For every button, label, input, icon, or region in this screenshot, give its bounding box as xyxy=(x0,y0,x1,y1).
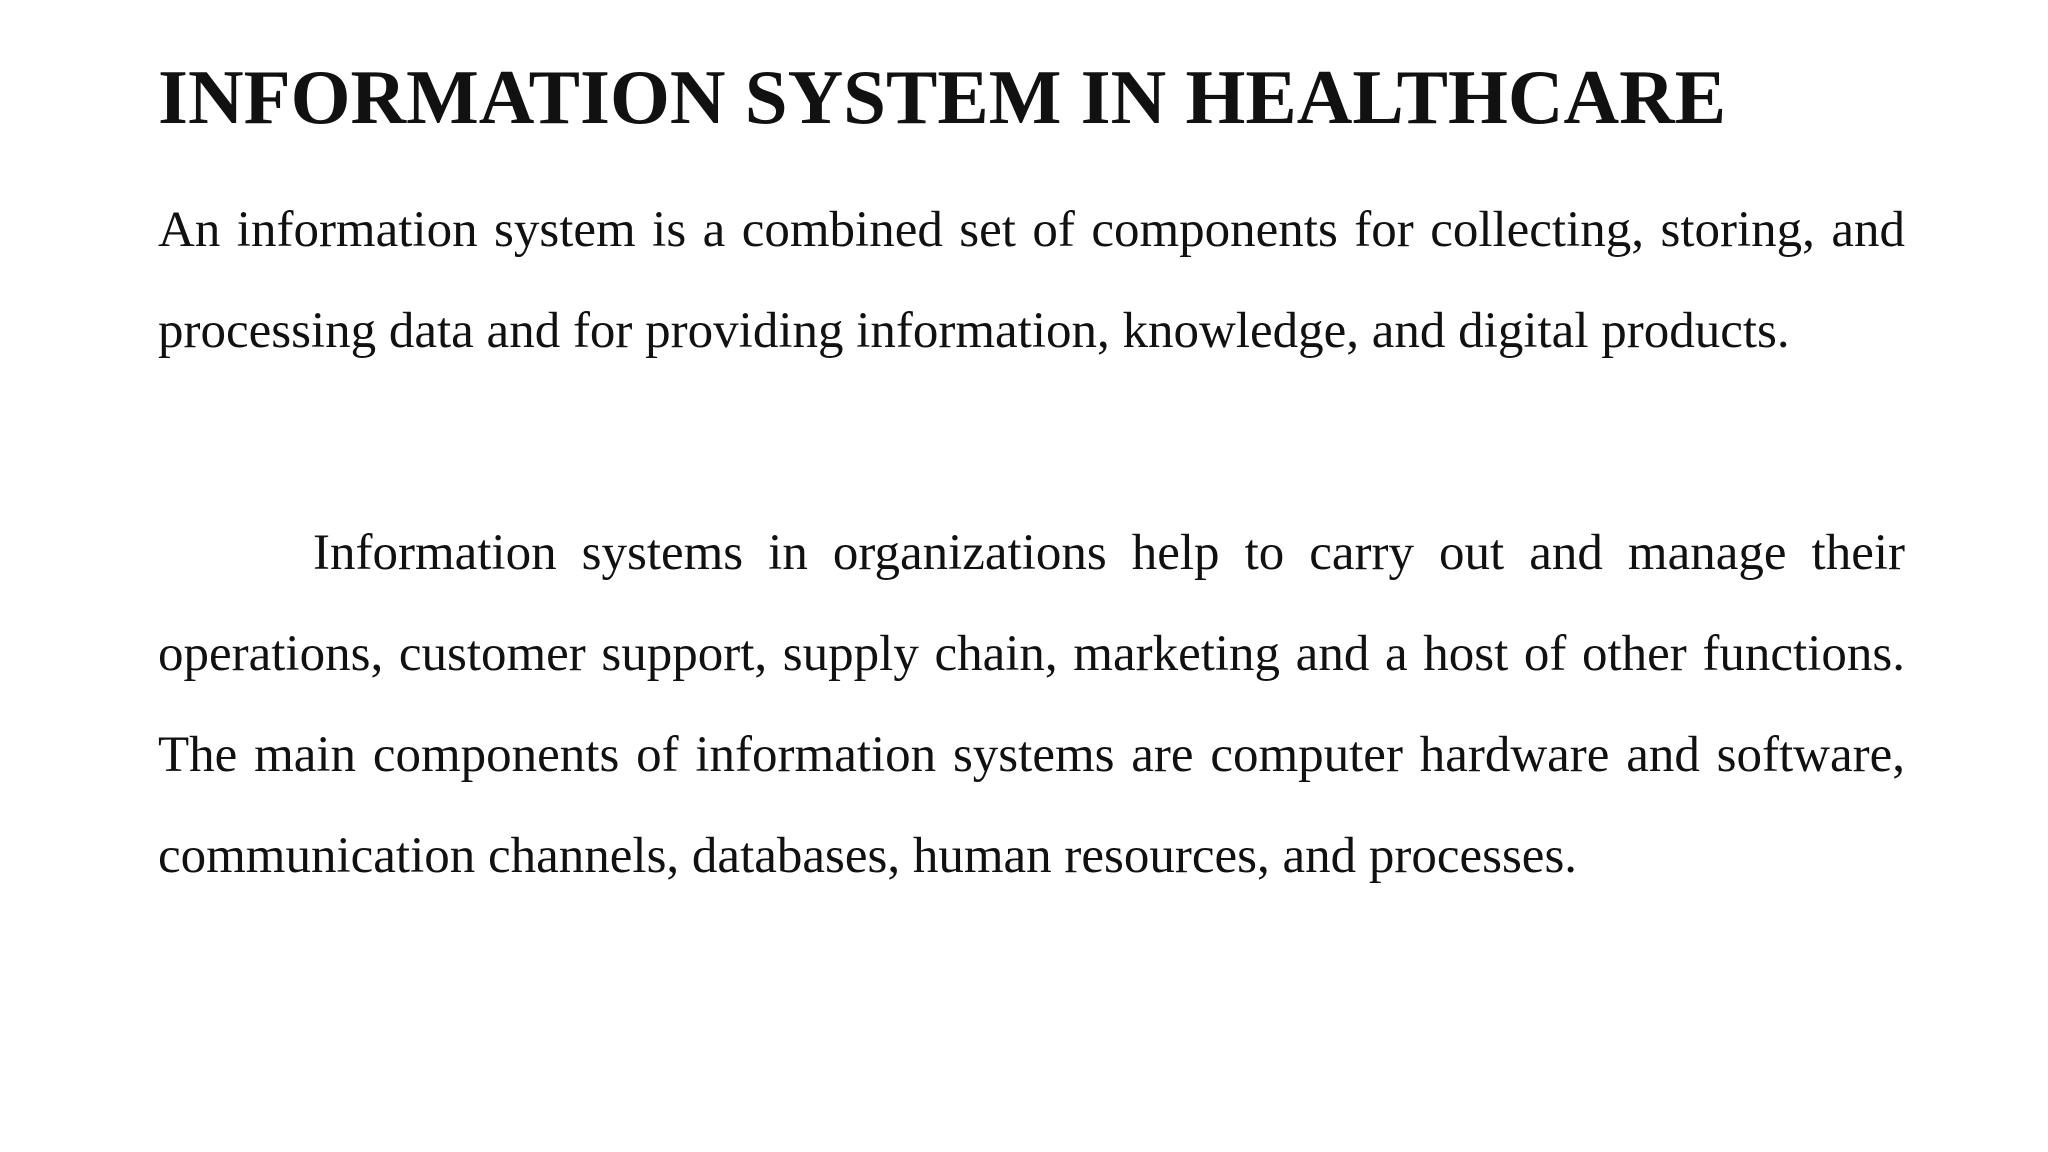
paragraph-definition: An information system is a combined set of components for collecting, storing, and processing data and for providing information, knowledge, and digital products. xyxy=(158,202,1905,359)
paragraph-components: Information systems in organizations help to carry out and manage their operations, customer support, supply chain, marketing and a host of other functions. The main components of information systems are computer hardware and software, communication channels, databases, human resources, and processes. xyxy=(158,525,1905,884)
document-title: INFORMATION SYSTEM IN HEALTHCARE xyxy=(158,54,1727,140)
